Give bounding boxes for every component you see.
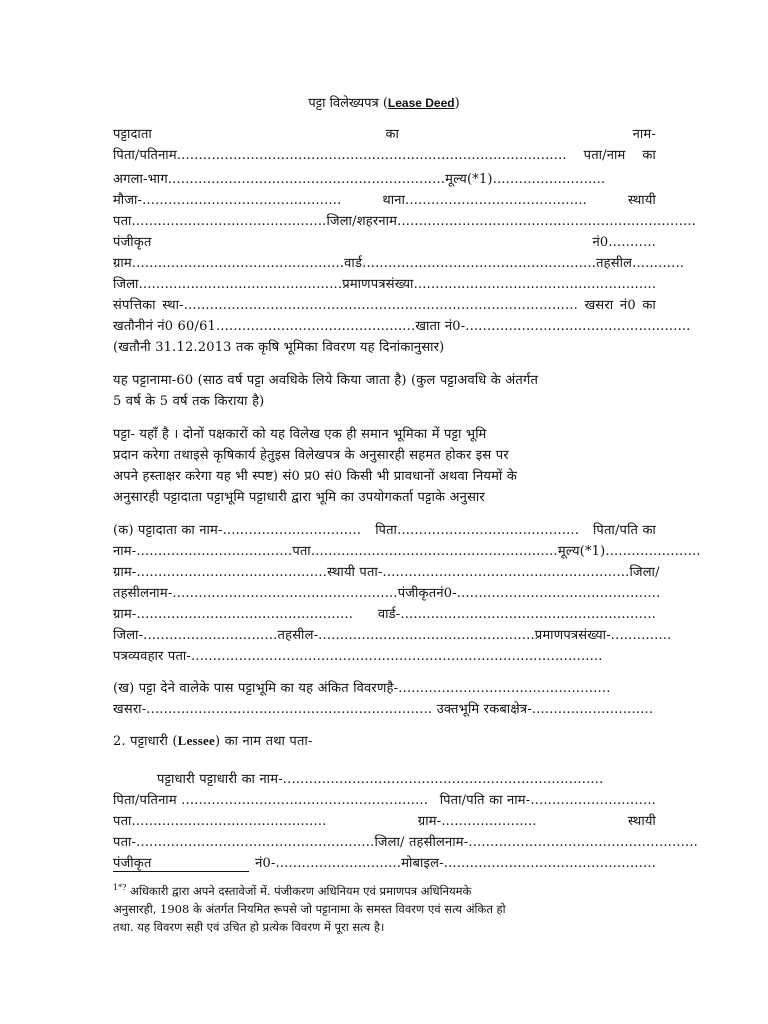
text: खाता नं0-....................................................	[415, 319, 691, 334]
text: (क) पट्टादाता का नाम-................................	[113, 523, 362, 538]
text: स्थायी पता-.........................................................	[327, 565, 630, 580]
text: ) का नाम तथा पता-	[215, 734, 313, 749]
text: स्थायी	[628, 193, 656, 208]
text: नाम-	[632, 127, 656, 142]
text: तहसील............	[596, 256, 685, 271]
lessor-line-3: अगला-भाग................................................................मूल्य(*1)..........................	[113, 172, 606, 187]
text: पिता/पति का नाम-.............................	[439, 793, 656, 808]
text: तहसीलनाम-....................................................	[113, 586, 398, 601]
lessor-line-11: (खतौनी 31.12.2013 तक कृषि भूमिका विवरण यह दिनांकानुसार)	[113, 340, 445, 355]
text: मौजा-..............................................	[113, 193, 342, 208]
lessor-line-7	[113, 254, 685, 274]
partA-line-4	[113, 584, 661, 604]
text: नं0-.............................मोबाइल-.................................................	[255, 856, 656, 871]
partA-line-3	[113, 563, 660, 583]
text: ग्राम-......................	[417, 814, 537, 829]
para2-line-3: अपने हस्ताक्षर करेगा यह भी स्पष्ट) सं0 प्र0 सं0 किसी भी प्रावधानों अथवा नियमों के	[113, 469, 518, 484]
partA-line-6	[113, 626, 672, 646]
text: Lessee	[177, 733, 216, 748]
text: पता/नाम	[583, 148, 626, 163]
title-close: )	[454, 96, 460, 111]
text: प्रमाणपत्रसंख्या-..............	[534, 628, 672, 643]
text: खसरा	[584, 298, 614, 313]
footnote-separator	[113, 871, 249, 872]
text: थाना..........................................	[382, 193, 588, 208]
text: अधिकारी द्वारा अपने दस्तावेजों में. पंजीकरण अधिनियम एवं प्रमाणपत्र अधिनियमके	[130, 884, 472, 898]
text: जिला/	[629, 565, 660, 580]
text: पिता/पतिनाम..........................................................................................	[113, 148, 567, 163]
para2-line-1: पट्टा- यहाँ है । दोनों पक्षकारों को यह विलेख एक ही समान भूमिका में पट्टा भूमि	[113, 427, 487, 442]
lessee-line-3	[113, 812, 656, 832]
lessee-line-1: पट्टाधारी पट्टाधारी का नाम-..........................................................................	[157, 772, 604, 787]
partB-line-2: खसरा-.................................................................. उक्तभूमि रकबाक्षेत्र-............................	[113, 702, 654, 717]
text: नं0-...............................................	[436, 586, 661, 601]
text: ग्राम-..................................................	[113, 607, 354, 622]
text: नं0	[619, 298, 636, 313]
text: स्था-...........................................................................................	[162, 298, 578, 313]
text: पिता/पति का	[593, 523, 656, 538]
text: का	[642, 298, 656, 313]
text: खतौनीनं नं0 60/61..............................................	[113, 319, 416, 334]
title-hindi: पट्टा विलेख्यपत्र (	[308, 96, 388, 111]
text: ग्राम-............................................	[113, 565, 328, 580]
para1-line-2: 5 वर्ष के 5 वर्ष तक किराया है)	[113, 394, 265, 409]
footnote-line-3: तथा. यह विवरण सही एवं उचित हो प्रत्येक विवरण में पूरा सत्य है।	[113, 920, 385, 934]
text: पता-.......................................................	[113, 835, 375, 850]
text: नाम-....................................	[113, 544, 293, 559]
section-2-heading	[113, 731, 656, 751]
text: पता.............................................	[113, 814, 327, 829]
text: पिता..........................................	[375, 523, 580, 538]
lessor-line-2	[113, 146, 656, 166]
text: का	[642, 148, 656, 163]
title-english: Lease Deed	[387, 96, 455, 110]
text: का	[385, 127, 400, 142]
partA-line-5	[113, 605, 656, 625]
partA-line-2	[113, 542, 701, 562]
document-title	[0, 93, 768, 114]
text: पिता/पतिनाम .........................................................	[113, 793, 429, 808]
text: तहसील-..................................................	[277, 628, 535, 643]
text: 1*?	[113, 883, 127, 893]
text: नं0...........	[592, 235, 656, 250]
text: पट्टादाता	[113, 127, 152, 142]
text: स्थायी	[628, 814, 656, 829]
text: पंजीकृत	[397, 586, 437, 601]
text: प्रमाणपत्रसंख्या........................................................	[342, 277, 657, 292]
para2-line-4: अनुसारही पट्टादाता पट्टाभूमि पट्टाधारी द्वारा भूमि का उपयोगकर्ता पट्टाके अनुसार	[113, 490, 485, 505]
footnote-line-1	[113, 882, 656, 900]
text: पता.........................................................	[292, 544, 558, 559]
lessor-line-4	[113, 191, 656, 211]
text: ग्राम.................................................वार्ड......................................................	[113, 256, 597, 271]
lessor-line-10	[113, 317, 691, 337]
text: पंजीकृत	[113, 235, 152, 250]
text: जिला/ तहसीलनाम-.....................................................	[374, 835, 698, 850]
text: जिला/शहरनाम.....................................................................	[326, 214, 697, 229]
lessor-line-6	[113, 233, 656, 253]
text: पंजीकृत	[113, 856, 152, 871]
text: वार्ड-...........................................................	[377, 607, 656, 622]
para1-line-1: यह पट्टानामा-60 (साठ वर्ष पट्टा अवधिके लिये किया जाता है) (कुल पट्टाअवधि के अंतर्गत	[113, 373, 539, 388]
text: पता.............................................	[113, 214, 327, 229]
lessor-line-5	[113, 212, 697, 232]
lessee-line-2	[113, 791, 656, 811]
text: जिला-...............................	[113, 628, 278, 643]
lessor-line-8	[113, 275, 656, 295]
text: 2. पट्टाधारी (	[113, 734, 178, 749]
para2-line-2: प्रदान करेगा तथाइसे कृषिकार्य हेतुइस विलेखपत्र के अनुसारही सहमत होकर इस पर	[113, 448, 509, 463]
partA-line-7: पत्रव्यवहार पता-...............................................................................................	[113, 649, 603, 664]
lessor-line-9	[113, 296, 656, 316]
partB-line-1: (ख) पट्टा देने वालेके पास पट्टाभूमि का यह अंकित विवरणहै-.................................................	[113, 681, 611, 696]
text: जिला...............................................	[113, 277, 343, 292]
footnote-line-2: अनुसारही, 1908 के अंतर्गत नियमित रूपसे जो पट्टानामा के समस्त विवरण एवं सत्य अंकित हो	[113, 902, 506, 916]
text: मूल्य(*1)......................	[557, 544, 701, 559]
lessee-line-4	[113, 833, 698, 853]
text: संपत्तिका	[113, 298, 156, 313]
partA-line-1	[113, 521, 656, 541]
lessor-line-1	[113, 125, 656, 145]
